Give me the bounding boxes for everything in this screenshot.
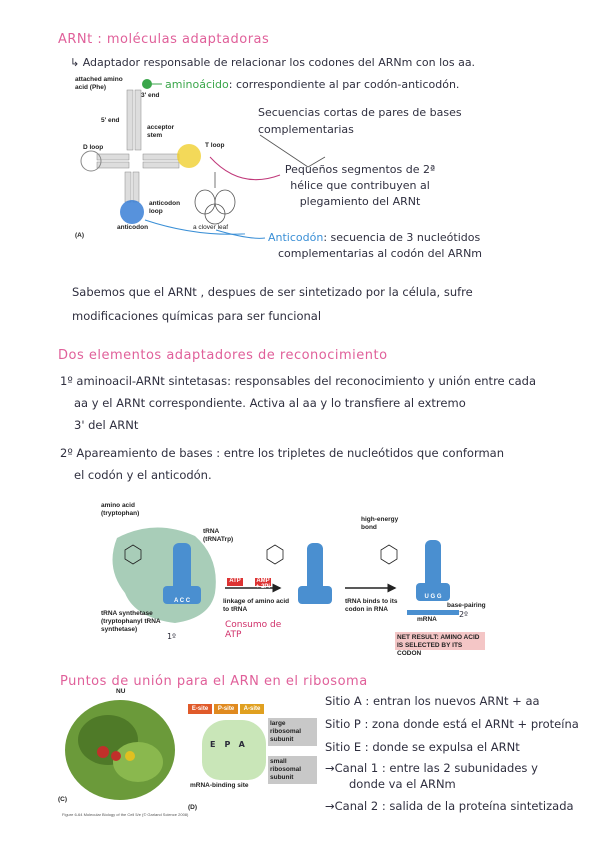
para-line-1: Sabemos que el ARNt , despues de ser sintetizado por la célula, sufre [72, 285, 473, 299]
amino-acid-label: amino acid (tryptophan) [101, 502, 140, 517]
helix-note [280, 162, 440, 210]
atp-box: ATP [229, 578, 241, 584]
sites-list [325, 690, 585, 759]
mrna-binding-label: mRNA-binding site [190, 782, 249, 789]
annotation-connectors [140, 75, 440, 245]
p-letter: P [224, 740, 239, 749]
net-result-label: NET RESULT: AMINO ACID IS SELECTED BY ITS CODON [397, 634, 480, 657]
ribosome-structure-image [58, 690, 183, 810]
ribosome-figure [58, 690, 183, 810]
nu-label: NU [116, 688, 126, 695]
canal2-line: Canal 2 : salida de la proteína sintetizada [334, 799, 574, 813]
anticodon-note [268, 230, 528, 262]
acceptor-stem-label: acceptor stem [147, 124, 175, 139]
helix-note-line-3: plegamiento del ARNt [299, 195, 421, 208]
trna-label: tRNA (tRNATrp) [203, 528, 234, 543]
anticodon-note-text: : secuencia de 3 nucleótidos [323, 231, 481, 244]
item1-line-1: 1º aminoacil-ARNt sintetasas: responsables del reconocimiento y unión entre cada [60, 374, 536, 388]
intro-text [70, 54, 540, 71]
panel-d-label: (D) [188, 804, 198, 811]
clover-leaf-label: a clover leaf [193, 224, 229, 231]
a-letter: A [238, 740, 254, 749]
canal1-line-1: Canal 1 : entre las 2 subunidades y [334, 761, 538, 775]
anticodon-loop-label: anticodon loop [149, 200, 181, 215]
arrow-icon: → [325, 799, 335, 813]
figure-caption: Figure 6-64 Molecular Biology of the Cell 5/e (© Garland Science 2008) [62, 812, 189, 817]
synthetase-figure [95, 498, 490, 656]
paragraph-modifications [72, 280, 572, 328]
item2-line-2: el codón y el anticodón. [74, 468, 212, 482]
three-prime-label: 3' end [141, 92, 160, 99]
synthetase-label: tRNA synthetase (tryptophanyl tRNA synthetase) [101, 610, 161, 633]
linkage-label: linkage of amino acid to tRNA [223, 598, 290, 613]
arrow-icon: → [325, 761, 335, 775]
item1-line-3: 3' del ARNt [74, 418, 139, 432]
high-energy-bond-label: high-energy bond [361, 516, 399, 531]
amino-acid-note-text: : correspondiente al par codón-anticodón. [228, 78, 460, 91]
anticodon-label: anticodon [117, 224, 149, 231]
section-title-ribosome: Puntos de unión para el ARN en el ribosoma [60, 674, 368, 689]
para-line-2: modificaciones químicas para ser funcional [72, 309, 322, 323]
adapter-item-2 [60, 442, 580, 486]
helix-note-line-2: hélice que contribuyen al [290, 179, 430, 192]
sitio-a: Sitio A : entran los nuevos ARNt + aa [325, 694, 540, 708]
base-pairing-label: base-pairing [447, 602, 486, 609]
item2-line-1: 2º Apareamiento de bases : entre los tripletes de nucleótidos que conforman [60, 446, 505, 460]
intro-line: Adaptador responsable de relacionar los codones del ARNm con los aa. [82, 56, 476, 69]
canal-list [325, 760, 585, 814]
small-subunit-label: small ribosomal subunit [268, 756, 317, 784]
sitio-e: Sitio E : donde se expulsa el ARNt [325, 740, 520, 754]
amino-acid-note-label: aminoácido [165, 78, 229, 91]
step-1-marker: 1º [167, 632, 176, 641]
section-title-adapters: Dos elementos adaptadores de reconocimiento [58, 348, 388, 363]
e-letter: E [210, 740, 225, 749]
panel-a-label: (A) [75, 232, 85, 239]
ribosome-shape [202, 720, 266, 780]
adapter-item-1 [60, 370, 580, 436]
amp-box: AMP + 2Pi [255, 578, 271, 590]
five-prime-label: 5' end [101, 117, 120, 124]
ugg-label: U G G [424, 594, 442, 600]
panel-c-label: (C) [58, 796, 68, 803]
sitio-p: Sitio P : zona donde está el ARNt + proteína [325, 717, 579, 731]
d-loop-label: D loop [83, 144, 104, 151]
section-title-arnt: ARNt : moléculas adaptadoras [58, 32, 270, 47]
binds-label: tRNA binds to its codon in RNA [345, 598, 398, 613]
a-site-tag: A-site [240, 704, 264, 714]
attached-amino-acid-label: attached amino acid (Phe) [75, 76, 123, 91]
seq-note: Secuencias cortas de pares de bases complementarias [258, 106, 462, 136]
anticodon-note-text-2: complementarias al codón del ARNm [278, 247, 483, 260]
mrna-label: mRNA [417, 616, 437, 623]
canal1-line-2: donde va el ARNm [349, 777, 456, 791]
e-site-tag: E-site [188, 704, 212, 714]
t-loop-label: T loop [205, 142, 225, 149]
step-2-marker: 2º [459, 610, 468, 619]
epa-letters [210, 740, 254, 749]
acc-label: A C C [173, 598, 191, 604]
large-subunit-label: large ribosomal subunit [268, 718, 317, 746]
anticodon-note-label: Anticodón [268, 231, 324, 244]
item1-line-2: aa y el ARNt correspondiente. Activa al aa y lo transfiere al extremo [74, 396, 466, 410]
amino-acid-note [165, 76, 459, 93]
helix-note-line-1: Pequeños segmentos de 2ª [284, 163, 436, 176]
consumo-atp-note: Consumo de ATP [225, 620, 282, 640]
p-site-tag: P-site [214, 704, 238, 714]
arrow-icon: ↳ [70, 56, 80, 69]
